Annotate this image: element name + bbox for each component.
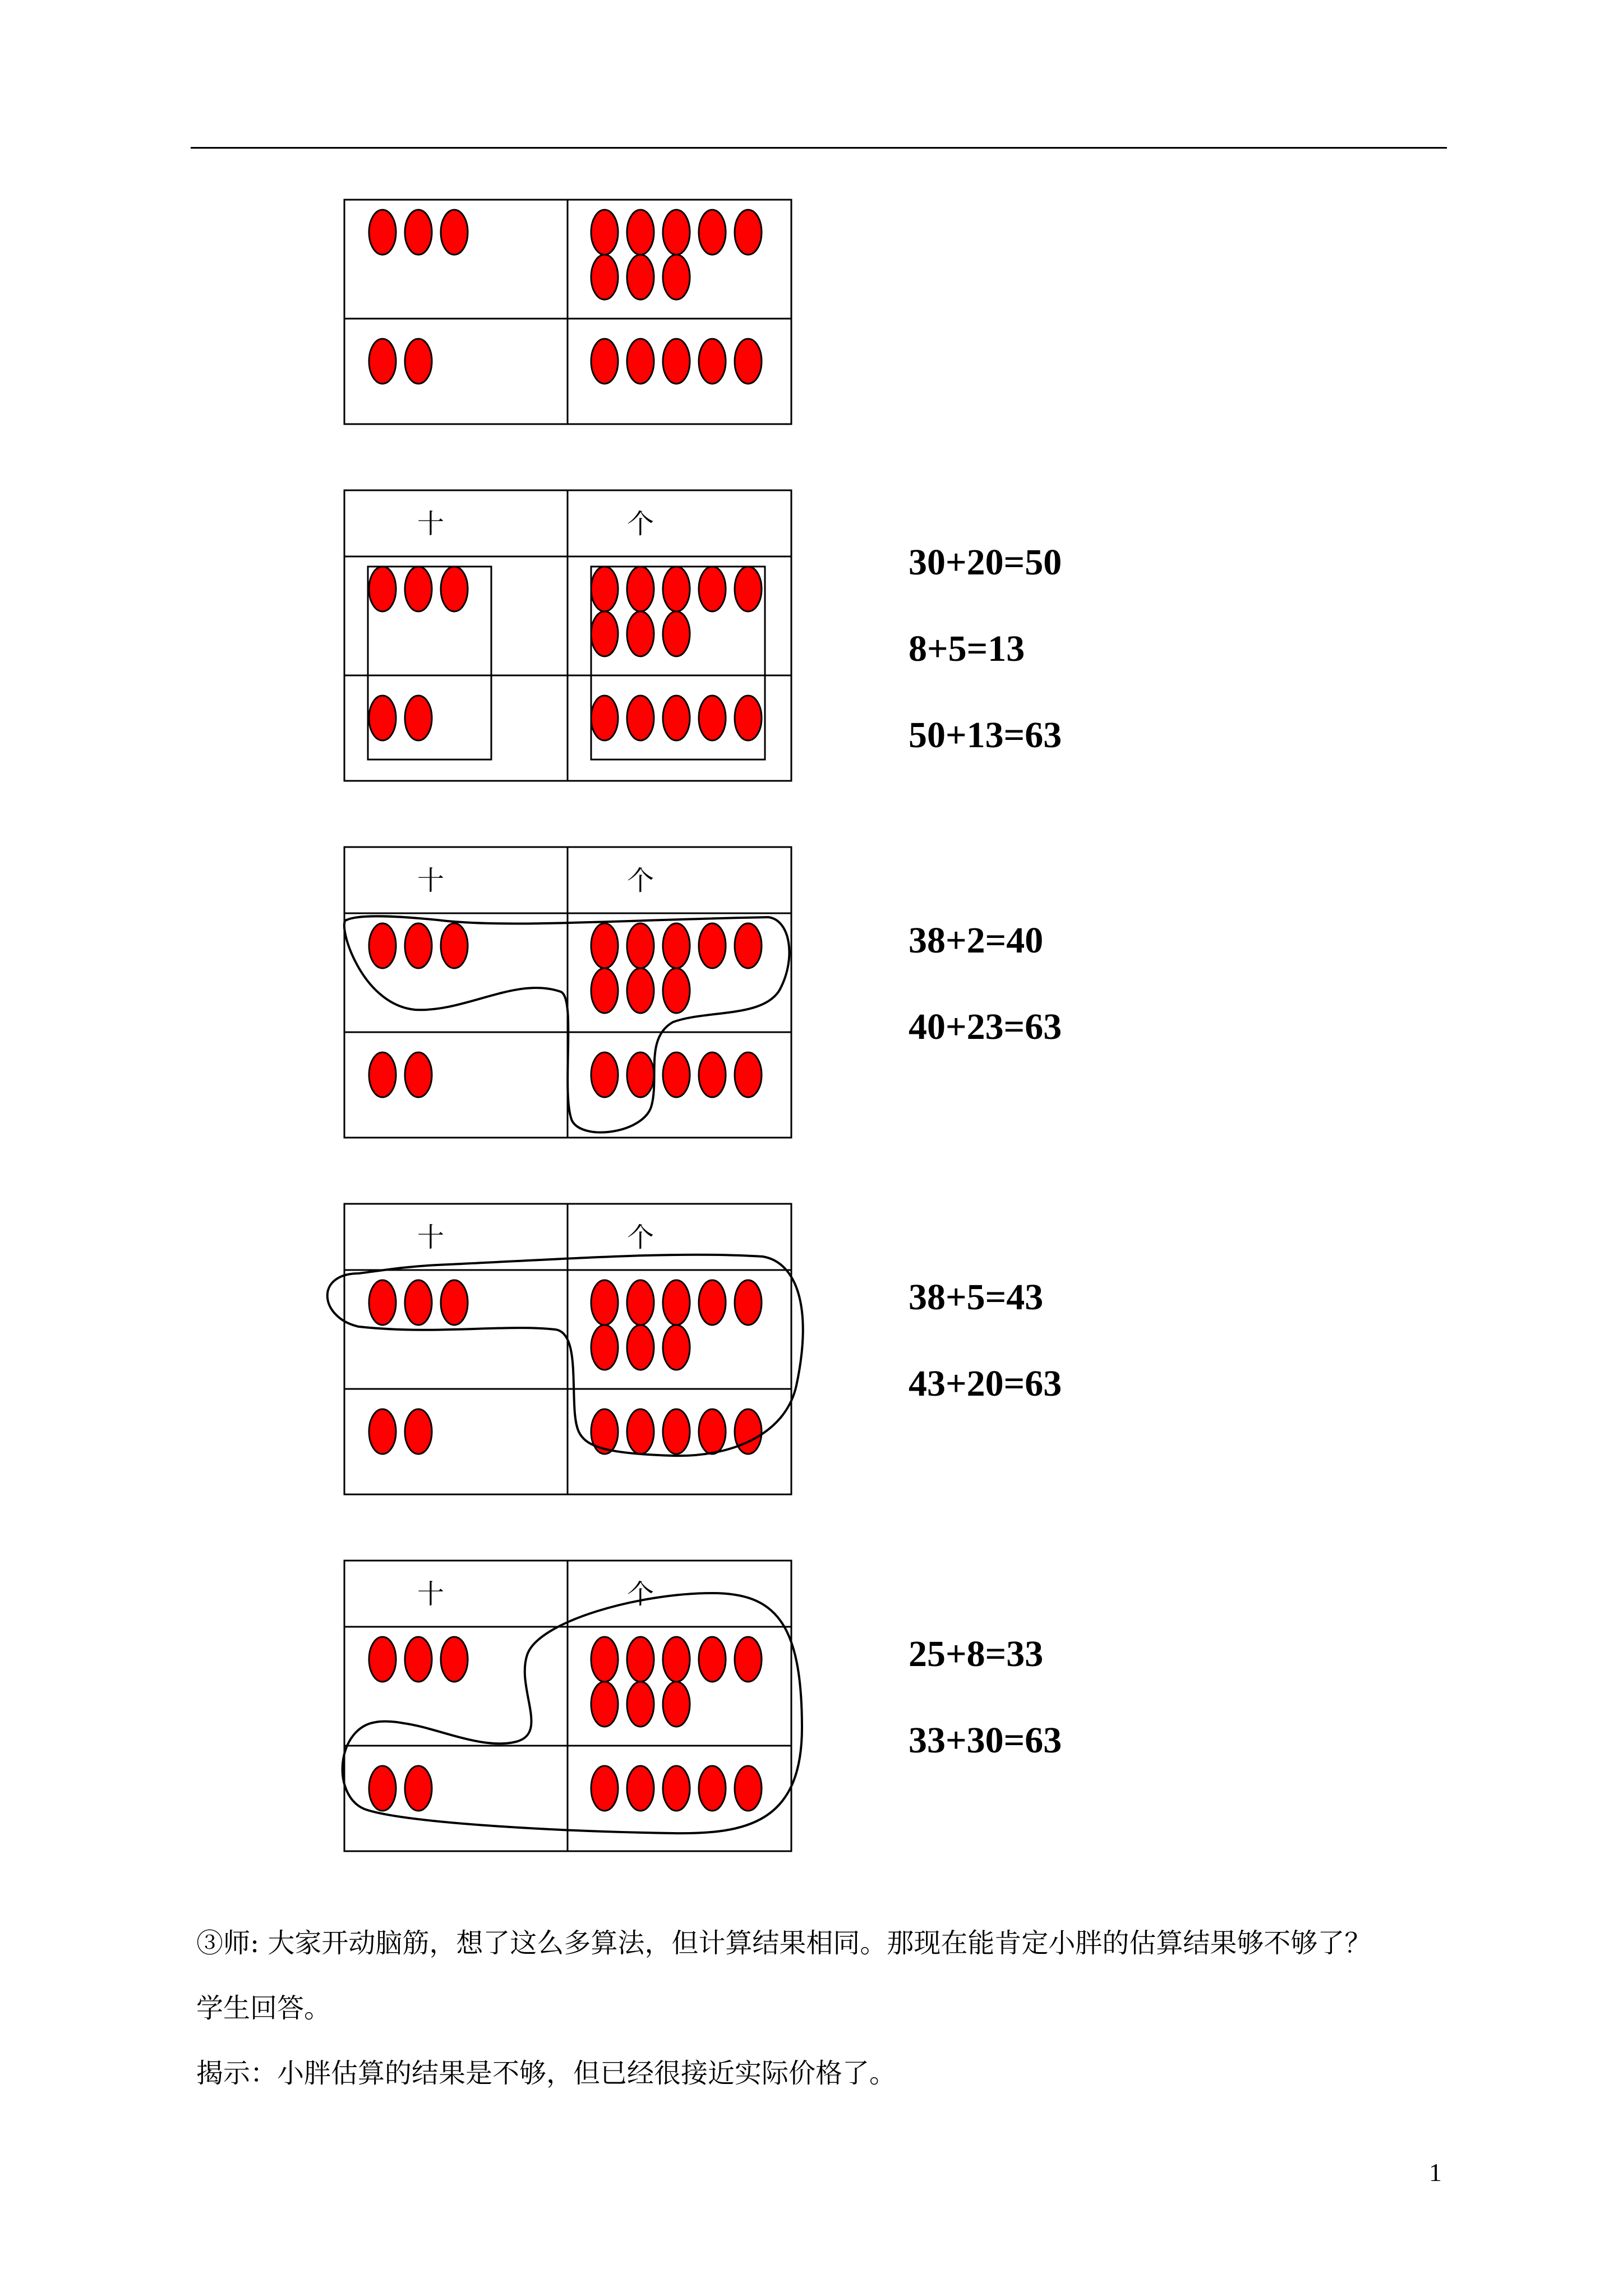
red-dot-fig1-tens-row1 bbox=[441, 210, 468, 255]
red-dot-fig1-ones-row1a bbox=[735, 210, 762, 255]
red-dot-fig3-ones-row2 bbox=[699, 1052, 726, 1097]
tens-header-label: 十 bbox=[417, 508, 445, 540]
red-dot-fig2-ones-row2 bbox=[627, 696, 654, 740]
equation-5-1: 25+8=33 bbox=[909, 1634, 1044, 1674]
red-dot-fig3-ones-row1a bbox=[699, 923, 726, 968]
red-dot-fig2-ones-row2 bbox=[663, 696, 690, 740]
equation-4-1: 38+5=43 bbox=[909, 1277, 1044, 1318]
red-dot-fig4-tens-row1 bbox=[405, 1280, 432, 1325]
red-dot-fig3-ones-row2 bbox=[591, 1052, 618, 1097]
red-dot-fig2-tens-row1 bbox=[441, 567, 468, 611]
red-dot-fig2-tens-row1 bbox=[405, 567, 432, 611]
red-dot-fig1-ones-row2 bbox=[699, 339, 726, 384]
red-dot-fig4-ones-row2 bbox=[591, 1409, 618, 1454]
red-dot-fig2-ones-row1b bbox=[627, 611, 654, 656]
red-dot-fig4-ones-row1b bbox=[663, 1325, 690, 1370]
red-dot-fig4-ones-row2 bbox=[663, 1409, 690, 1454]
red-dot-fig2-ones-row1b bbox=[591, 611, 618, 656]
red-dot-fig3-ones-row1a bbox=[591, 923, 618, 968]
red-dot-fig2-ones-row1a bbox=[735, 567, 762, 611]
red-dot-fig2-ones-row1b bbox=[663, 611, 690, 656]
red-dot-fig2-ones-row2 bbox=[735, 696, 762, 740]
red-dot-fig3-ones-row1a bbox=[735, 923, 762, 968]
red-dot-fig5-ones-row1a bbox=[735, 1637, 762, 1682]
red-dot-fig2-ones-row1a bbox=[663, 567, 690, 611]
red-dot-fig3-ones-row1b bbox=[591, 968, 618, 1013]
red-dot-fig5-tens-row1 bbox=[369, 1637, 396, 1682]
red-dot-fig1-ones-row2 bbox=[735, 339, 762, 384]
red-dot-fig2-ones-row1a bbox=[591, 567, 618, 611]
red-dot-fig3-tens-row1 bbox=[369, 923, 396, 968]
red-dot-fig1-ones-row1b bbox=[663, 255, 690, 300]
red-dot-fig5-ones-row2 bbox=[699, 1766, 726, 1811]
red-dot-fig1-ones-row1a bbox=[591, 210, 618, 255]
red-dot-fig4-tens-row2 bbox=[405, 1409, 432, 1454]
red-dot-fig5-ones-row1a bbox=[663, 1637, 690, 1682]
red-dot-fig4-ones-row1a bbox=[735, 1280, 762, 1325]
red-dot-fig5-ones-row1a bbox=[591, 1637, 618, 1682]
reveal-paragraph: 揭示：小胖估算的结果是不够，但已经很接近实际价格了。 bbox=[196, 2058, 897, 2089]
red-dot-fig4-tens-row1 bbox=[441, 1280, 468, 1325]
red-dot-fig1-tens-row1 bbox=[405, 210, 432, 255]
ones-header-label: 个 bbox=[627, 865, 654, 896]
red-dot-fig5-ones-row1a bbox=[627, 1637, 654, 1682]
equation-2-3: 50+13=63 bbox=[909, 715, 1062, 756]
ones-header-label: 个 bbox=[627, 508, 654, 540]
red-dot-fig5-ones-row2 bbox=[591, 1766, 618, 1811]
red-dot-fig3-ones-row2 bbox=[735, 1052, 762, 1097]
red-dot-fig5-tens-row1 bbox=[441, 1637, 468, 1682]
red-dot-fig5-ones-row2 bbox=[627, 1766, 654, 1811]
red-dot-fig1-ones-row1a bbox=[627, 210, 654, 255]
red-dot-fig1-tens-row2 bbox=[405, 339, 432, 384]
equation-5-2: 33+30=63 bbox=[909, 1720, 1062, 1761]
ones-header-label: 个 bbox=[627, 1222, 654, 1253]
student-answer-paragraph: 学生回答。 bbox=[196, 1993, 331, 2024]
red-dot-fig4-ones-row1b bbox=[591, 1325, 618, 1370]
tens-header-label: 十 bbox=[417, 1222, 445, 1253]
tens-header-label: 十 bbox=[417, 865, 445, 896]
red-dot-fig1-ones-row1b bbox=[591, 255, 618, 300]
red-dot-fig3-tens-row1 bbox=[441, 923, 468, 968]
page-number: 1 bbox=[1429, 2158, 1442, 2187]
red-dot-fig1-ones-row1a bbox=[699, 210, 726, 255]
equation-4-2: 43+20=63 bbox=[909, 1363, 1062, 1404]
red-dot-fig5-ones-row2 bbox=[663, 1766, 690, 1811]
red-dot-fig3-tens-row2 bbox=[405, 1052, 432, 1097]
red-dot-fig4-ones-row1b bbox=[627, 1325, 654, 1370]
red-dot-fig5-tens-row2 bbox=[369, 1766, 396, 1811]
red-dot-fig3-tens-row1 bbox=[405, 923, 432, 968]
red-dot-fig4-ones-row2 bbox=[627, 1409, 654, 1454]
ones-header-label: 个 bbox=[627, 1579, 654, 1610]
red-dot-fig3-ones-row1a bbox=[663, 923, 690, 968]
equation-3-1: 38+2=40 bbox=[909, 920, 1044, 961]
red-dot-fig1-ones-row1a bbox=[663, 210, 690, 255]
red-dot-fig3-ones-row1a bbox=[627, 923, 654, 968]
red-dot-fig4-tens-row2 bbox=[369, 1409, 396, 1454]
equation-3-2: 40+23=63 bbox=[909, 1006, 1062, 1047]
red-dot-fig3-tens-row2 bbox=[369, 1052, 396, 1097]
red-dot-fig5-ones-row1b bbox=[627, 1682, 654, 1727]
red-dot-fig1-ones-row2 bbox=[663, 339, 690, 384]
red-dot-fig5-tens-row2 bbox=[405, 1766, 432, 1811]
red-dot-fig1-ones-row2 bbox=[591, 339, 618, 384]
red-dot-fig5-ones-row1a bbox=[699, 1637, 726, 1682]
red-dot-fig2-tens-row2 bbox=[369, 696, 396, 740]
red-dot-fig4-ones-row1a bbox=[699, 1280, 726, 1325]
red-dot-fig4-tens-row1 bbox=[369, 1280, 396, 1325]
tens-header-label: 十 bbox=[417, 1579, 445, 1610]
red-dot-fig4-ones-row1a bbox=[591, 1280, 618, 1325]
red-dot-fig4-ones-row2 bbox=[699, 1409, 726, 1454]
red-dot-fig4-ones-row1a bbox=[663, 1280, 690, 1325]
red-dot-fig5-ones-row1b bbox=[591, 1682, 618, 1727]
red-dot-fig2-ones-row2 bbox=[591, 696, 618, 740]
equation-2-1: 30+20=50 bbox=[909, 542, 1062, 583]
grouping-loop-38-plus-5 bbox=[328, 1255, 803, 1456]
red-dot-fig2-ones-row1a bbox=[699, 567, 726, 611]
red-dot-fig1-ones-row2 bbox=[627, 339, 654, 384]
teacher-question-paragraph: ③师: 大家开动脑筋，想了这么多算法，但计算结果相同。那现在能肯定小胖的估算结果够不够了？ bbox=[196, 1927, 1372, 1959]
equation-2-2: 8+5=13 bbox=[909, 628, 1025, 669]
red-dot-fig2-ones-row1a bbox=[627, 567, 654, 611]
red-dot-fig3-ones-row2 bbox=[627, 1052, 654, 1097]
red-dot-fig3-ones-row1b bbox=[663, 968, 690, 1013]
red-dot-fig5-tens-row1 bbox=[405, 1637, 432, 1682]
red-dot-fig5-ones-row1b bbox=[663, 1682, 690, 1727]
red-dot-fig2-tens-row1 bbox=[369, 567, 396, 611]
red-dot-fig1-tens-row2 bbox=[369, 339, 396, 384]
red-dot-fig1-tens-row1 bbox=[369, 210, 396, 255]
red-dot-fig2-tens-row2 bbox=[405, 696, 432, 740]
red-dot-fig4-ones-row2 bbox=[735, 1409, 762, 1454]
red-dot-fig3-ones-row2 bbox=[663, 1052, 690, 1097]
red-dot-fig2-ones-row2 bbox=[699, 696, 726, 740]
red-dot-fig1-ones-row1b bbox=[627, 255, 654, 300]
red-dot-fig4-ones-row1a bbox=[627, 1280, 654, 1325]
red-dot-fig3-ones-row1b bbox=[627, 968, 654, 1013]
red-dot-fig5-ones-row2 bbox=[735, 1766, 762, 1811]
